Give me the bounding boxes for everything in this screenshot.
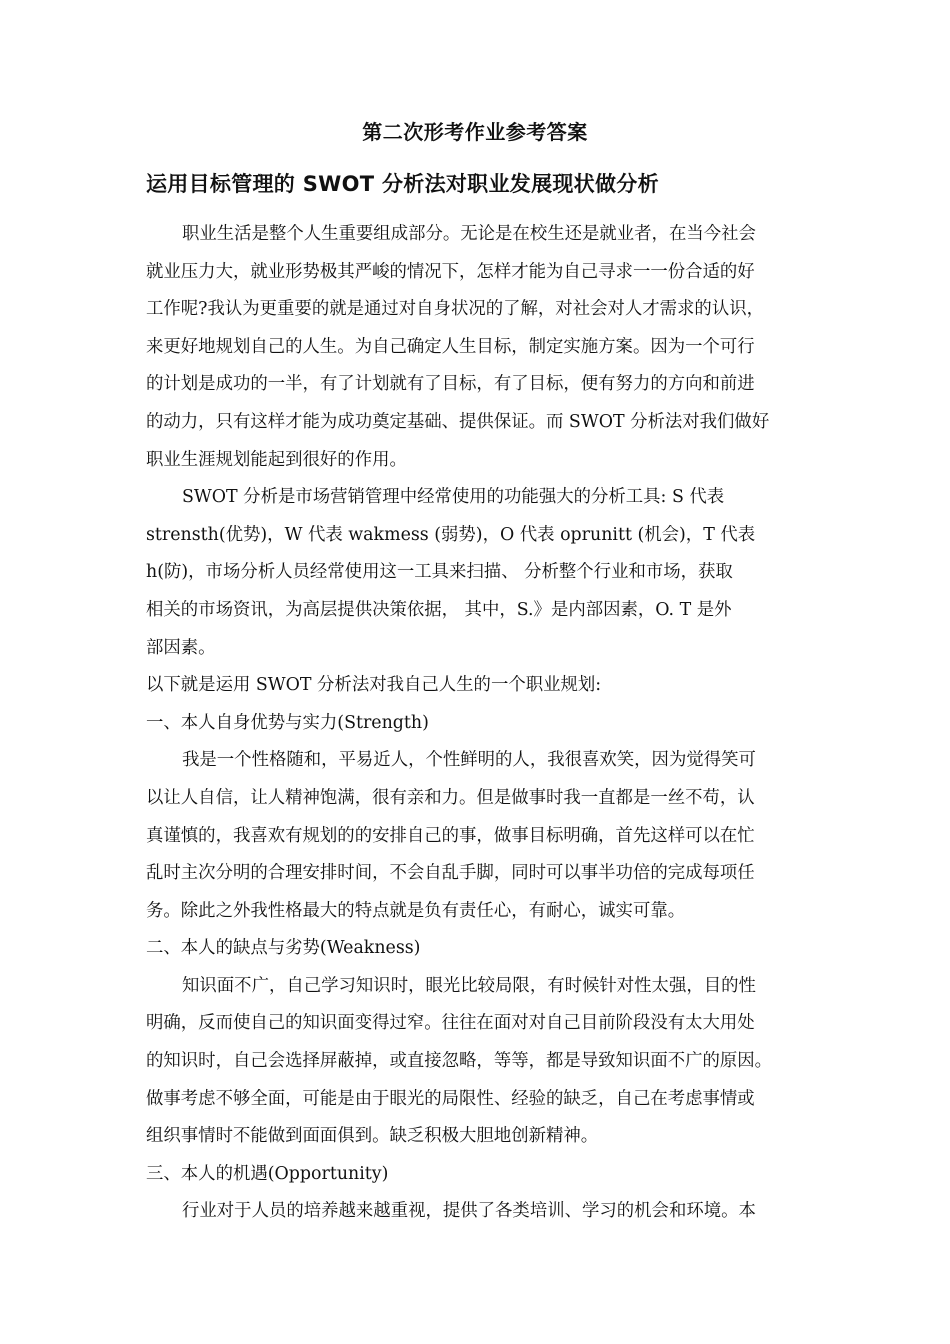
body-text-line: 务。除此之外我性格最大的特点就是负有责任心，有耐心，诚实可靠。: [146, 900, 686, 921]
body-text-line: 职业生活是整个人生重要组成部分。无论是在校生还是就业者，在当今社会: [182, 224, 756, 244]
body-text-line: SWOT 分析是市场营销管理中经常使用的功能强大的分析工具: S 代表: [182, 487, 725, 508]
body-text-line: 二、本人的缺点与劣势(Weakness): [146, 938, 421, 959]
body-text-line: 就业压力大，就业形势极其严峻的情况下，怎样才能为自己寻求一一份合适的好: [146, 261, 755, 282]
body-text-line: 我是一个性格随和，平易近人，个性鲜明的人，我很喜欢笑，因为觉得笑可: [182, 750, 756, 771]
body-text-line: 部因素。: [146, 637, 216, 658]
body-text-line: 一、本人自身优势与实力(Strength): [146, 712, 429, 733]
body-text-line: 来更好地规划自己的人生。为自己确定人生目标，制定实施方案。因为一个可行: [146, 336, 755, 357]
body-text-line: 工作呢?我认为更重要的就是通过对自身状况的了解，对社会对人才需求的认识，: [146, 299, 764, 320]
document-subtitle: 运用目标管理的 SWOT 分析法对职业发展现状做分析: [146, 172, 659, 196]
body-text-line: 相关的市场资讯，为高层提供决策依据， 其中，S.》是内部因素，O. T 是外: [146, 599, 732, 620]
body-text-line: 乱时主次分明的合理安排时间，不会自乱手脚，同时可以事半功倍的完成每项任: [146, 863, 755, 884]
body-text-line: 组织事情时不能做到面面俱到。缺乏积极大胆地创新精神。: [146, 1126, 599, 1147]
body-text-line: strensth(优势)，W 代表 wakmess (弱势)，O 代表 oprunitt (机会)，T 代表: [146, 524, 756, 545]
document-title: 第二次形考作业参考答案: [362, 120, 588, 144]
body-text-line: 以让人自信，让人精神饱满，很有亲和力。但是做事时我一直都是一丝不苟，认: [146, 787, 755, 808]
body-text-line: 明确，反而使自己的知识面变得过窄。往往在面对对自己目前阶段没有太大用处: [146, 1013, 755, 1034]
body-text-line: 三、本人的机遇(Opportunity): [146, 1163, 389, 1184]
body-text-line: 行业对于人员的培养越来越重视，提供了各类培训、学习的机会和环境。本: [182, 1201, 756, 1222]
body-text-line: 真谨慎的，我喜欢有规划的的安排自己的事，做事目标明确，首先这样可以在忙: [146, 825, 755, 846]
document-body: [146, 216, 806, 1231]
body-text-line: h(防)，市场分析人员经常使用这一工具来扫描、 分析整个行业和市场，获取: [146, 562, 733, 583]
body-text-line: 知识面不广，自己学习知识时，眼光比较局限，有时候针对性太强，目的性: [182, 975, 756, 996]
body-text-line: 的计划是成功的一半，有了计划就有了目标，有了目标，便有努力的方向和前进: [146, 374, 755, 395]
body-text-line: 以下就是运用 SWOT 分析法对我自己人生的一个职业规划:: [146, 675, 602, 696]
body-text-line: 的知识时，自己会选择屏蔽掉，或直接忽略，等等，都是导致知识面不广的原因。: [146, 1051, 773, 1072]
body-text-line: 的动力，只有这样才能为成功奠定基础、提供保证。而 SWOT 分析法对我们做好: [146, 411, 770, 432]
body-text-line: 职业生涯规划能起到很好的作用。: [146, 449, 407, 470]
body-text-line: 做事考虑不够全面，可能是由于眼光的局限性、经验的缺乏，自己在考虑事情或: [146, 1088, 755, 1109]
